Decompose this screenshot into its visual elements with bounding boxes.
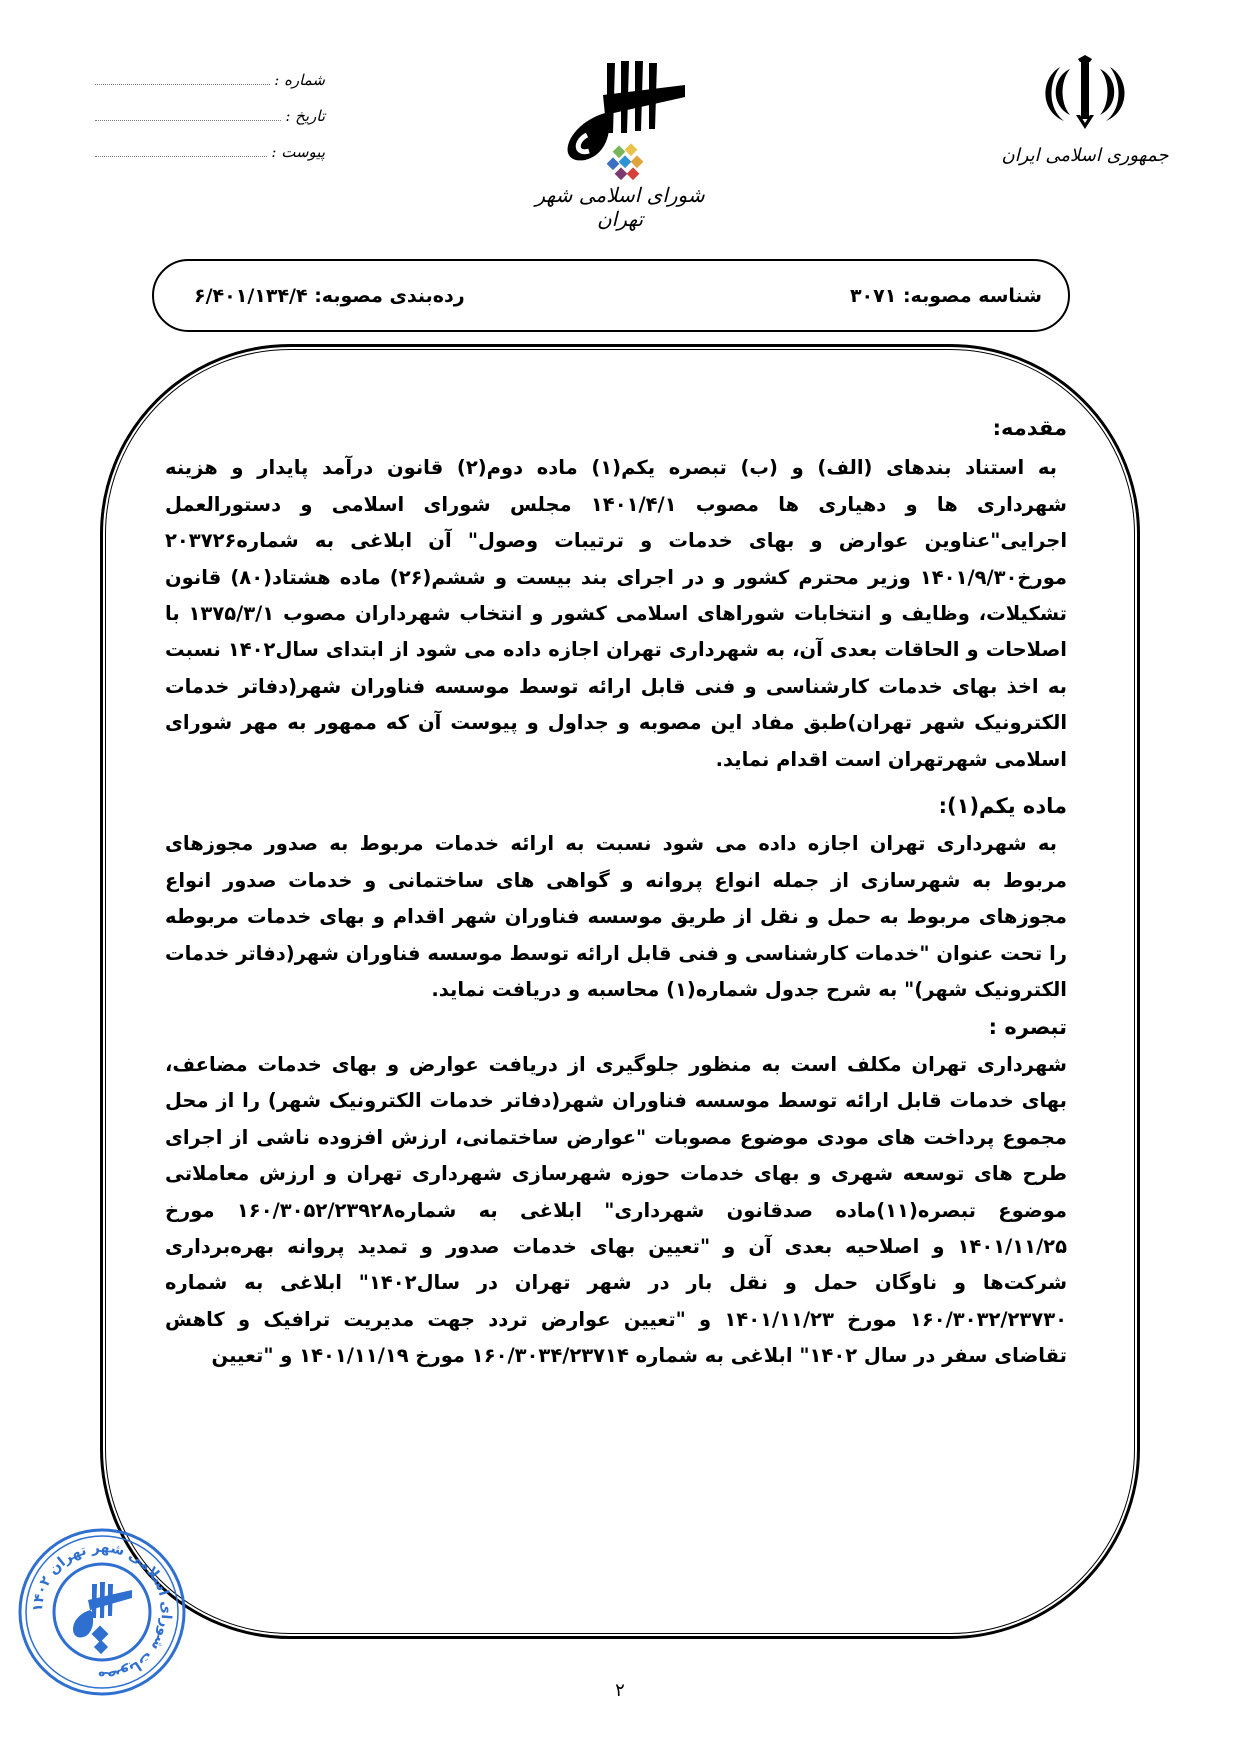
attachment-label: پیوست :	[271, 143, 325, 161]
resolution-id-box	[152, 259, 1070, 332]
form-row-date	[95, 106, 325, 142]
official-stamp	[14, 1524, 190, 1700]
note-heading: تبصره :	[988, 1014, 1067, 1039]
intro-paragraph: به استناد بندهای (الف) و (ب) تبصره یکم(۱) ماده دوم(۲) قانون درآمد پایدار و هزینه شهرداری ها و دهیاری ها مصوب ۱۴۰۱/۴/۱ مجلس شورای اسلامی و دستورالعمل اجرایی"عناوین عوارض و بهای خدمات و ترتیبات وصول" آن ابلاغی به شماره۲۰۳۷۲۶ مورخ۱۴۰۱/۹/۳۰ وزیر محترم کشور و در اجرای بند بیست و ششم(۲۶) ماده هشتاد(۸۰) قانون تشکیلات، وظایف و انتخابات شوراهای اسلامی کشور و انتخاب شهرداران مصوب ۱۳۷۵/۳/۱ با اصلاحات و الحاقات بعدی آن، به شهرداری تهران اجازه داده می شود از ابتدای سال۱۴۰۲ نسبت به اخذ بهای خدمات کارشناسی و فنی قابل ارائه توسط موسسه فناوران شهر(دفاتر خدمات الکترونیک شهر تهران)طبق مفاد این مصوبه و جداول و پیوست آن که ممهور به مهر شورای اسلامی شهرتهران است اقدام نماید.	[165, 456, 1068, 771]
number-dotted-line	[95, 70, 270, 85]
form-row-attachment	[95, 142, 325, 178]
document-body	[165, 410, 1067, 1375]
article-one-heading: ماده یکم(۱):	[938, 794, 1067, 819]
note-paragraph: شهرداری تهران مکلف است به منظور جلوگیری از دریافت عوارض و بهای خدمات مضاعف، بهای خدمات قابل ارائه توسط موسسه فناوران شهر(دفاتر خدمات الکترونیک شهر) را از محل مجموع پرداخت های مودی موضوع مصوبات "عوارض ساختمانی، ارزش افزوده ناشی از اجرای طرح های توسعه شهری و بهای خدمات حوزه شهرسازی شهرداری تهران و ارزش معاملاتی موضوع تبصره(۱۱)ماده صدقانون شهرداری" ابلاغی به شماره۱۶۰/۳۰۵۲/۲۳۹۲۸ مورخ ۱۴۰۱/۱۱/۲۵ و اصلاحیه بعدی آن و "تعیین بهای خدمات صدور و تمدید پروانه بهره‌برداری شرکت‌ها و ناوگان حمل و نقل بار در شهر تهران در سال۱۴۰۲" ابلاغی به شماره ۱۶۰/۳۰۳۲/۲۳۷۳۰ مورخ ۱۴۰۱/۱۱/۲۳ و "تعیین عوارض تردد جهت مدیریت ترافیک و کاهش تقاضای سفر در سال ۱۴۰۲" ابلاغی به شماره ۱۶۰/۳۰۳۴/۲۳۷۱۴ مورخ ۱۴۰۱/۱۱/۱۹ و "تعیین	[165, 1052, 1068, 1368]
council-calligraphy-icon	[545, 55, 695, 185]
number-label: شماره :	[274, 71, 325, 89]
svg-text:مصوبات شورای اسلامی شهر تهران: مصوبات شورای اسلامی شهر تهران ۱۴۰۲	[29, 1539, 175, 1685]
page-number: ۲	[615, 1680, 625, 1701]
tehran-city-council-logo	[530, 55, 710, 235]
attachment-dotted-line	[95, 142, 267, 157]
resolution-id: شناسه مصوبه: ۳۰۷۱	[849, 284, 1042, 307]
form-row-number	[95, 70, 325, 106]
intro-heading: مقدمه:	[992, 416, 1067, 440]
council-seal-icon	[14, 1524, 190, 1700]
council-logo-caption: شورای اسلامی شهر تهران	[535, 183, 705, 231]
date-dotted-line	[95, 106, 281, 121]
iran-emblem	[1000, 55, 1170, 166]
resolution-classification: رده‌بندی مصوبه: ۶/۴۰۱/۱۳۴/۴	[194, 284, 465, 307]
article-one-paragraph: به شهرداری تهران اجازه داده می شود نسبت به ارائه خدمات مربوط به صدور مجوزهای مربوط به شهرسازی از جمله انواع پروانه و گواهی های ساختمانی و خدمات صدور انواع مجوزهای مربوط به حمل و نقل از طریق موسسه فناوران شهر اقدام و بهای خدمات مربوطه را تحت عنوان "خدمات کارشناسی و فنی قابل ارائه توسط موسسه فناوران شهر(دفاتر خدمات الکترونیک شهر)" به شرح جدول شماره(۱) محاسبه و دریافت نماید.	[165, 832, 1067, 1002]
date-label: تاریخ :	[285, 107, 325, 125]
iran-emblem-icon	[1040, 55, 1130, 135]
emblem-caption: جمهوری اسلامی ایران	[1001, 145, 1169, 166]
letter-form-fields	[95, 70, 325, 178]
